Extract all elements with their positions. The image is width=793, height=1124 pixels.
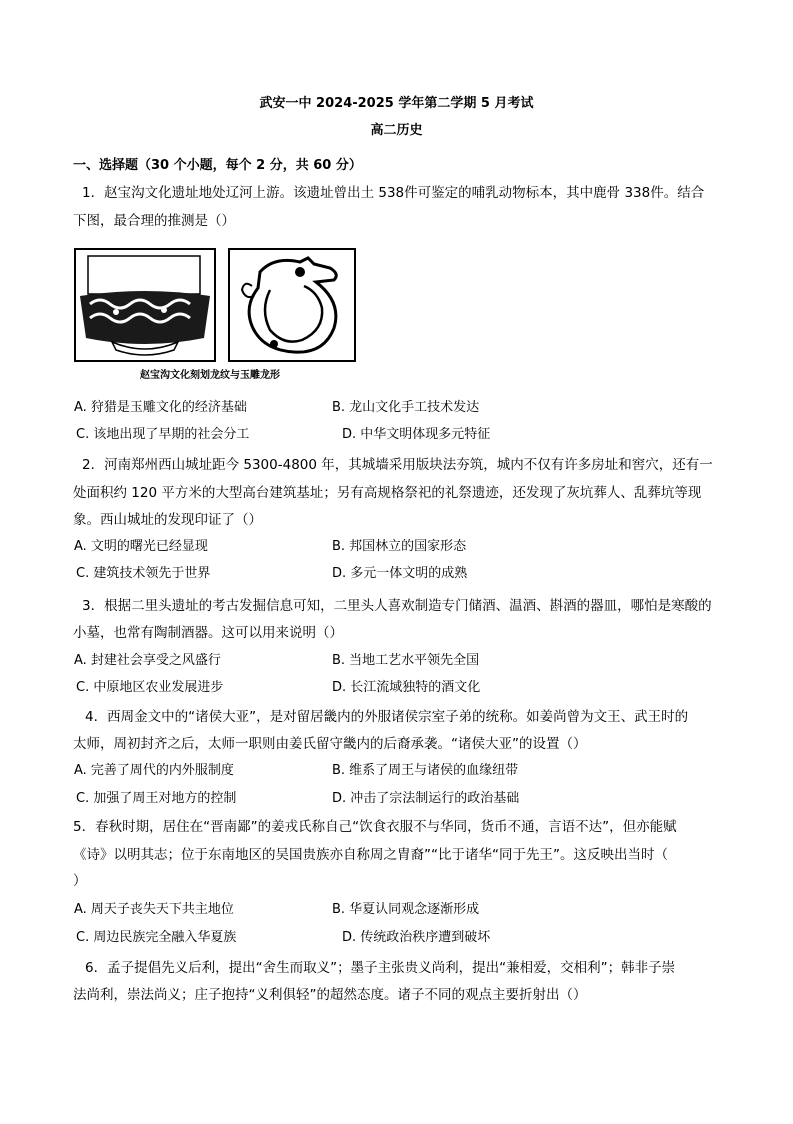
q2-option-a: A. 文明的曙光已经显现 — [74, 539, 208, 554]
pottery-vessel-image — [76, 250, 214, 360]
figure-caption: 赵宝沟文化刻划龙纹与玉雕龙形 — [140, 370, 280, 381]
q3-option-b: B. 当地工艺水平领先全国 — [332, 653, 480, 668]
q3-line-1: 3．根据二里头遗址的考古发掘信息可知，二里头人喜欢制造专门储酒、温酒、斟酒的器皿，哪怕是寒酸的 — [82, 598, 712, 614]
q3-option-a: A. 封建社会享受之风盛行 — [74, 653, 221, 668]
q6-line-1: 6．孟子提倡先义后利，提出“舍生而取义”；墨子主张贵义尚利，提出“兼相爱，交相利”；韩非子崇 — [85, 960, 676, 976]
q1-line-2: 下图，最合理的推测是（） — [73, 213, 235, 229]
q1-option-d: D. 中华文明体现多元特征 — [342, 427, 491, 442]
section-heading: 一、选择题（30 个小题，每个 2 分，共 60 分） — [73, 158, 362, 173]
q5-option-b: B. 华夏认同观念逐渐形成 — [332, 902, 480, 917]
q5-line-3: ） — [73, 873, 87, 889]
q4-option-c: C. 加强了周王对地方的控制 — [76, 791, 237, 806]
q4-line-1: 4．西周金文中的“诸侯大亚”，是对留居畿内的外服诸侯宗室子弟的统称。如姜尚曾为文王、武王时的 — [85, 709, 689, 725]
q1-option-a: A. 狩猎是玉雕文化的经济基础 — [74, 400, 247, 415]
figure — [74, 248, 358, 383]
q5-option-d: D. 传统政治秩序遭到破坏 — [342, 930, 491, 945]
q4-option-a: A. 完善了周代的内外服制度 — [74, 763, 234, 778]
q1-line-1: 1．赵宝沟文化遗址地处辽河上游。该遗址曾出土 538件可鉴定的哺乳动物标本，其中鹿骨 338件。结合 — [82, 185, 705, 201]
q6-line-2: 法尚利，崇法尚义；庄子抱持“义利俱轻”的超然态度。诸子不同的观点主要折射出（） — [73, 987, 587, 1003]
q2-line-1: 2．河南郑州西山城址距今 5300-4800 年，其城墙采用版块法夯筑，城内不仅有许多房址和窖穴，还有一 — [82, 457, 713, 473]
subject-title: 高二历史 — [370, 123, 423, 138]
q5-option-a: A. 周天子丧失天下共主地位 — [74, 902, 234, 917]
q5-line-1: 5．春秋时期，居住在“晋南鄙”的姜戎氏称自己“饮食衣服不与华同，货币不通，言语不达”，但亦能赋 — [73, 819, 677, 835]
jade-dragon-image — [230, 250, 354, 360]
q3-option-d: D. 长江流域独特的酒文化 — [332, 680, 481, 695]
q5-option-c: C. 周边民族完全融入华夏族 — [76, 930, 237, 945]
jade-dragon-image-frame — [228, 248, 356, 362]
q3-line-2: 小墓，也常有陶制酒器。这可以用来说明（） — [73, 625, 343, 641]
q2-option-c: C. 建筑技术领先于世界 — [76, 566, 211, 581]
q3-option-c: C. 中原地区农业发展进步 — [76, 680, 224, 695]
q2-line-2: 处面积约 120 平方米的大型高台建筑基址；另有高规格祭祀的礼祭遗迹，还发现了灰坑葬人、乱葬坑等现 — [73, 485, 702, 501]
q4-line-2: 太师，周初封齐之后，太师一职则由姜氏留守畿内的后裔承袭。“诸侯大亚”的设置（） — [73, 736, 587, 752]
q1-option-c: C. 该地出现了早期的社会分工 — [76, 427, 250, 442]
q4-option-d: D. 冲击了宗法制运行的政治基础 — [332, 791, 520, 806]
q1-option-b: B. 龙山文化手工技术发达 — [332, 400, 480, 415]
q2-option-b: B. 邦国林立的国家形态 — [332, 539, 467, 554]
q4-option-b: B. 维系了周王与诸侯的血缘纽带 — [332, 763, 519, 778]
pottery-image-frame — [74, 248, 216, 362]
q2-option-d: D. 多元一体文明的成熟 — [332, 566, 468, 581]
exam-title: 武安一中 2024-2025 学年第二学期 5 月考试 — [259, 96, 534, 111]
q5-line-2: 《诗》以明其志；位于东南地区的吴国贵族亦自称周之胄裔”“比于诸华“同于先王”。这反映出当时（ — [73, 847, 668, 863]
q2-line-3: 象。西山城址的发现印证了（） — [73, 512, 262, 528]
